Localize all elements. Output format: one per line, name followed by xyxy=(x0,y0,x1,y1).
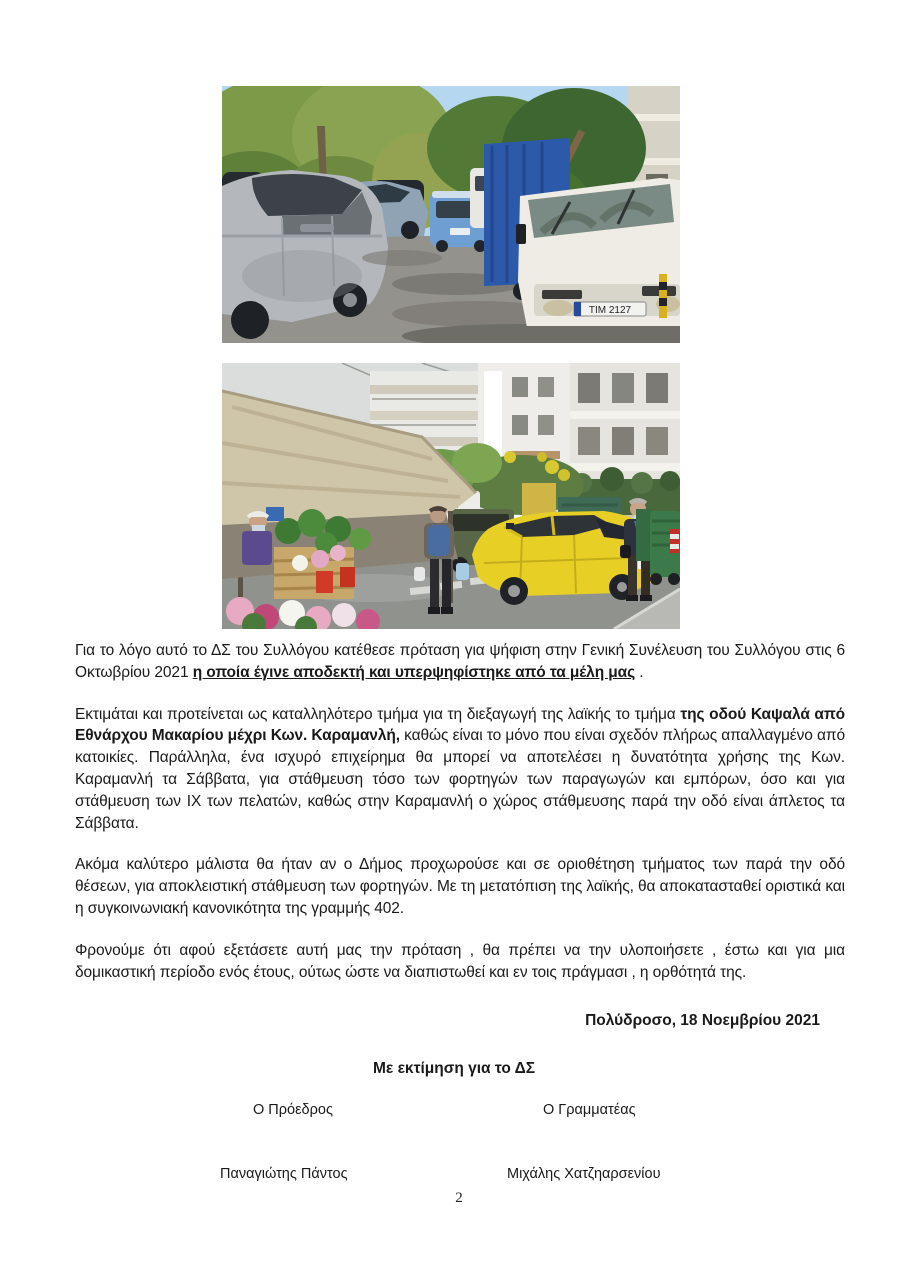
page-number: 2 xyxy=(455,1190,463,1206)
text-run: Φρονούμε ότι αφού εξετάσετε αυτή μας την πρόταση , θα πρέπει να την υλοποιήσετε , έστω και για μια δομικαστική περίοδο ενός έτους, ούτως ώστε να διαπιστωθεί και εν τοις πράγμασι , η ορθότητά της. xyxy=(75,941,845,981)
signature-name-president: Παναγιώτης Πάντος xyxy=(220,1166,348,1182)
signature-role-secretary: Ο Γραμματέας xyxy=(543,1102,636,1118)
photo-street-market xyxy=(222,363,680,629)
text-run: Για το λόγο αυτό το ΔΣ του Συλλόγου κατέθεσε πρόταση για ψήφιση στην Γενική Συνέλευση του Συλλόγου στις 6 Οκτωβρίου 2021 xyxy=(75,642,845,681)
paragraph-3 xyxy=(75,854,845,919)
paragraph-2 xyxy=(75,704,845,835)
signature-role-president: Ο Πρόεδρος xyxy=(253,1102,333,1118)
text-run: Ακόμα καλύτερο μάλιστα θα ήταν αν ο Δήμος προχωρούσε και σε οριοθέτηση τμήματος των παρά την οδό θέσεων, για αποκλειστική στάθμευση των φορτηγών. Με τη μετατόπιση της λαϊκής, θα αποκατασταθεί οριστικά και η συγκοινωνιακή κανονικότητα της γραμμής 402. xyxy=(75,856,845,917)
text-run: . xyxy=(635,663,644,681)
white-truck-cab xyxy=(516,178,680,343)
text-run-emphasis: της οδού Καψαλά από Εθνάρχου Μακαρίου μέχρι Κων. Καραμανλή, xyxy=(75,705,845,745)
signature-name-secretary: Μιχάλης Χατζηαρσενίου xyxy=(507,1166,661,1182)
text-run: καθώς είναι το μόνο που είναι σχεδόν πλήρως απαλλαγμένο από κατοικίες. Παράλληλα, ένα ισχυρό επιχείρημα θα μπορεί να αποτελέσει η δυνατότητα χρήσης της Κων. Καραμανλή τα Σάββατα, για στάθμευση τόσο των φορτηγών των παραγωγών και εμπόρων, όσο και για στάθμευση των ΙΧ των πελατών, καθώς στην Καραμανλή ο χώρος στάθμευσης παρά την οδό είναι άπλετος τα Σάββατα. xyxy=(75,727,846,832)
closing-regards: Με εκτίμηση για το ΔΣ xyxy=(373,1060,536,1077)
yellow-black-pole xyxy=(659,274,667,318)
truck-license-plate xyxy=(574,302,646,316)
street-parking-illustration xyxy=(222,86,680,343)
paragraph-4 xyxy=(75,940,845,984)
letter-body xyxy=(75,640,845,1003)
dateline: Πολύδροσο, 18 Νοεμβρίου 2021 xyxy=(585,1012,820,1029)
street-market-illustration xyxy=(222,363,680,629)
text-run: Εκτιμάται και προτείνεται ως καταλληλότερο τμήμα για τη διεξαγωγή της λαϊκής το τμήμα xyxy=(75,705,681,723)
license-plate-text: ΤΙΜ 2127 xyxy=(588,305,632,316)
paragraph-1 xyxy=(75,640,845,684)
text-run-emphasis: η οποία έγινε αποδεκτή και υπερψηφίστηκε από τα μέλη μας xyxy=(192,663,636,681)
photo-street-parking xyxy=(222,86,680,343)
